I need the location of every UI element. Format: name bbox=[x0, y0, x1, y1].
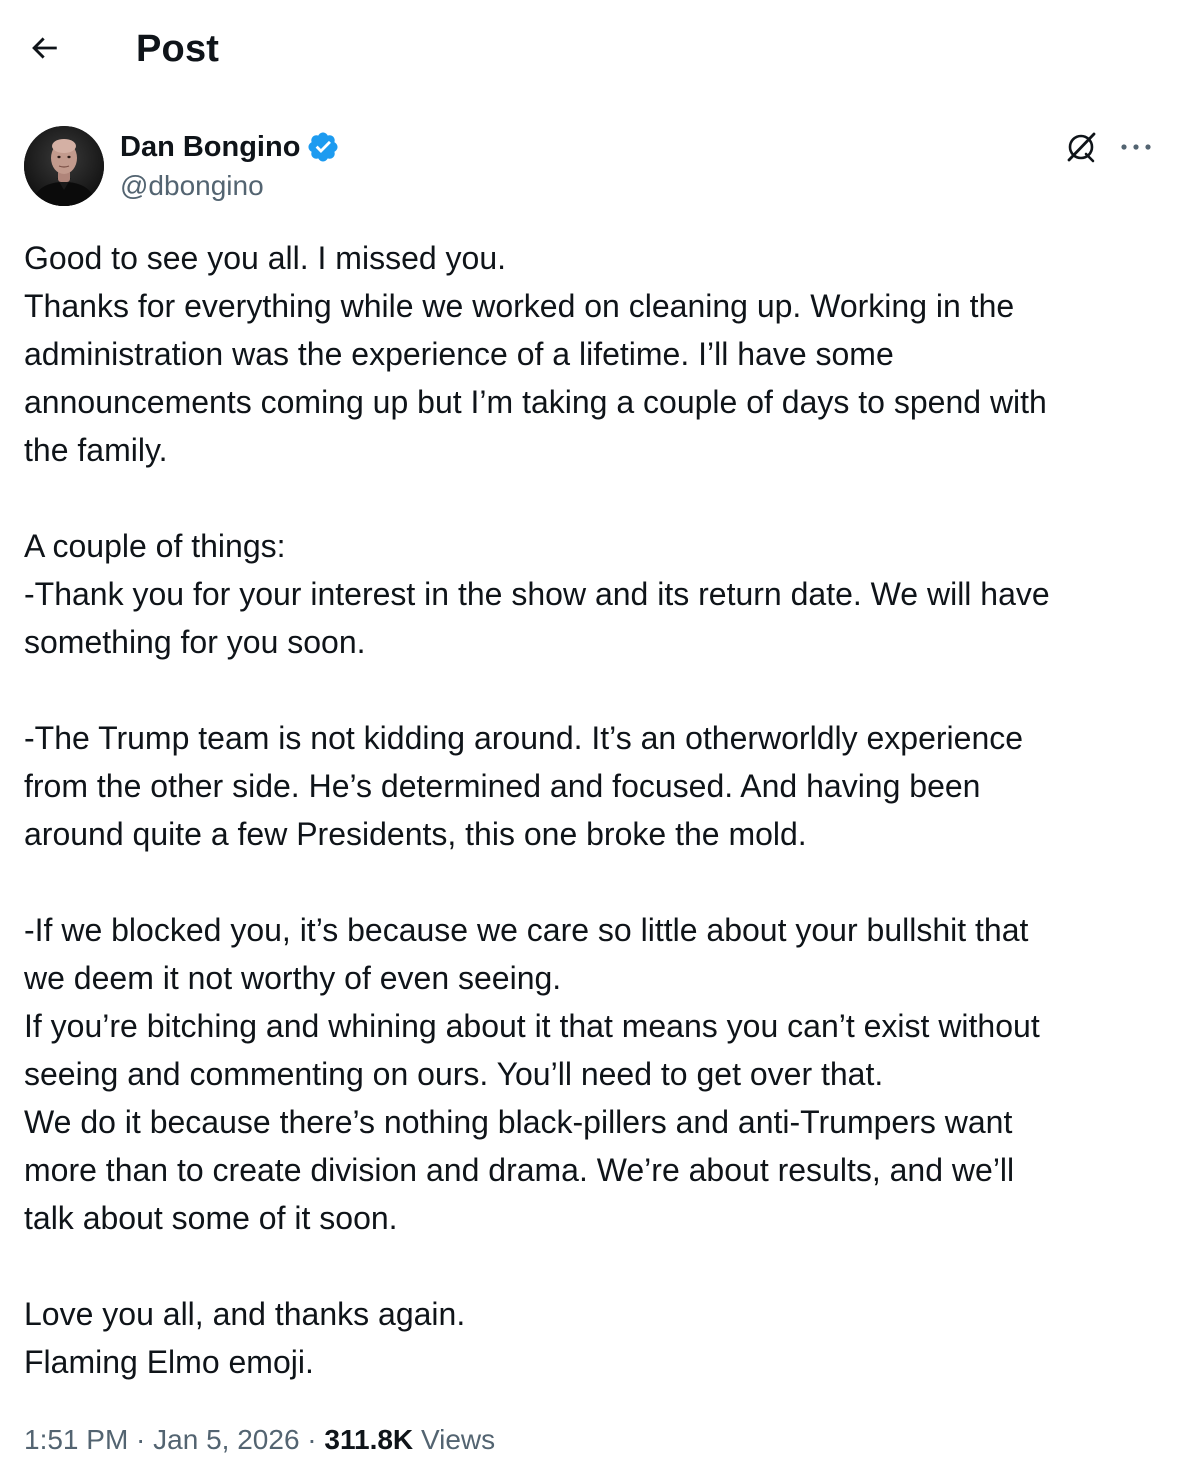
views-count[interactable]: 311.8K bbox=[324, 1424, 414, 1455]
back-button[interactable] bbox=[22, 26, 66, 70]
post-line: seeing and commenting on ours. You’ll need to get over that. bbox=[24, 1056, 884, 1092]
avatar-image bbox=[24, 126, 104, 206]
author-handle[interactable]: @dbongino bbox=[120, 170, 264, 201]
post-line: -Thank you for your interest in the show and its return date. We will have bbox=[24, 576, 1050, 612]
post-line: administration was the experience of a lifetime. I’ll have some bbox=[24, 336, 894, 372]
avatar[interactable] bbox=[24, 126, 104, 206]
post-line: announcements coming up but I’m taking a couple of days to spend with bbox=[24, 384, 1047, 420]
display-name-row bbox=[120, 128, 340, 166]
grok-button[interactable] bbox=[1062, 128, 1100, 166]
post-line: the family. bbox=[24, 432, 168, 468]
post-line: talk about some of it soon. bbox=[24, 1200, 398, 1236]
post-line: Good to see you all. I missed you. bbox=[24, 240, 507, 276]
post-line: If you’re bitching and whining about it that means you can’t exist without bbox=[24, 1008, 1040, 1044]
post-line: We do it because there’s nothing black-pillers and anti-Trumpers want bbox=[24, 1104, 1013, 1140]
top-bar bbox=[0, 0, 1180, 100]
post-line: A couple of things: bbox=[24, 528, 286, 564]
meta-separator: · bbox=[128, 1424, 154, 1455]
meta-separator: · bbox=[299, 1424, 325, 1455]
post-line: Flaming Elmo emoji. bbox=[24, 1344, 314, 1380]
verified-badge-icon[interactable] bbox=[306, 130, 340, 164]
post-line: more than to create division and drama. We’re about results, and we’ll bbox=[24, 1152, 1015, 1188]
more-horizontal-icon bbox=[1119, 142, 1153, 152]
paragraph-gap bbox=[24, 474, 1164, 522]
post-line: -The Trump team is not kidding around. It’s an otherworldly experience bbox=[24, 720, 1024, 756]
arrow-left-icon bbox=[27, 31, 61, 65]
display-name[interactable]: Dan Bongino bbox=[120, 131, 301, 163]
paragraph-gap bbox=[24, 1242, 1164, 1290]
post-text bbox=[24, 234, 1164, 1386]
post-line: Love you all, and thanks again. bbox=[24, 1296, 466, 1332]
author-names bbox=[120, 128, 340, 205]
views-label: Views bbox=[420, 1424, 496, 1455]
post-line: something for you soon. bbox=[24, 624, 366, 660]
post-metadata bbox=[24, 1418, 495, 1462]
paragraph-gap bbox=[24, 858, 1164, 906]
grok-icon bbox=[1064, 130, 1098, 164]
post-line: Thanks for everything while we worked on cleaning up. Working in the bbox=[24, 288, 1015, 324]
post-line: we deem it not worthy of even seeing. bbox=[24, 960, 562, 996]
page-title: Post bbox=[136, 28, 220, 70]
post-time[interactable]: 1:51 PM bbox=[24, 1424, 129, 1455]
post-line: -If we blocked you, it’s because we care so little about your bullshit that bbox=[24, 912, 1029, 948]
more-options-button[interactable] bbox=[1114, 128, 1158, 166]
post-date[interactable]: Jan 5, 2026 bbox=[153, 1424, 300, 1455]
post-line: around quite a few Presidents, this one broke the mold. bbox=[24, 816, 807, 852]
post-author bbox=[24, 126, 1156, 208]
paragraph-gap bbox=[24, 666, 1164, 714]
post-line: from the other side. He’s determined and focused. And having been bbox=[24, 768, 981, 804]
